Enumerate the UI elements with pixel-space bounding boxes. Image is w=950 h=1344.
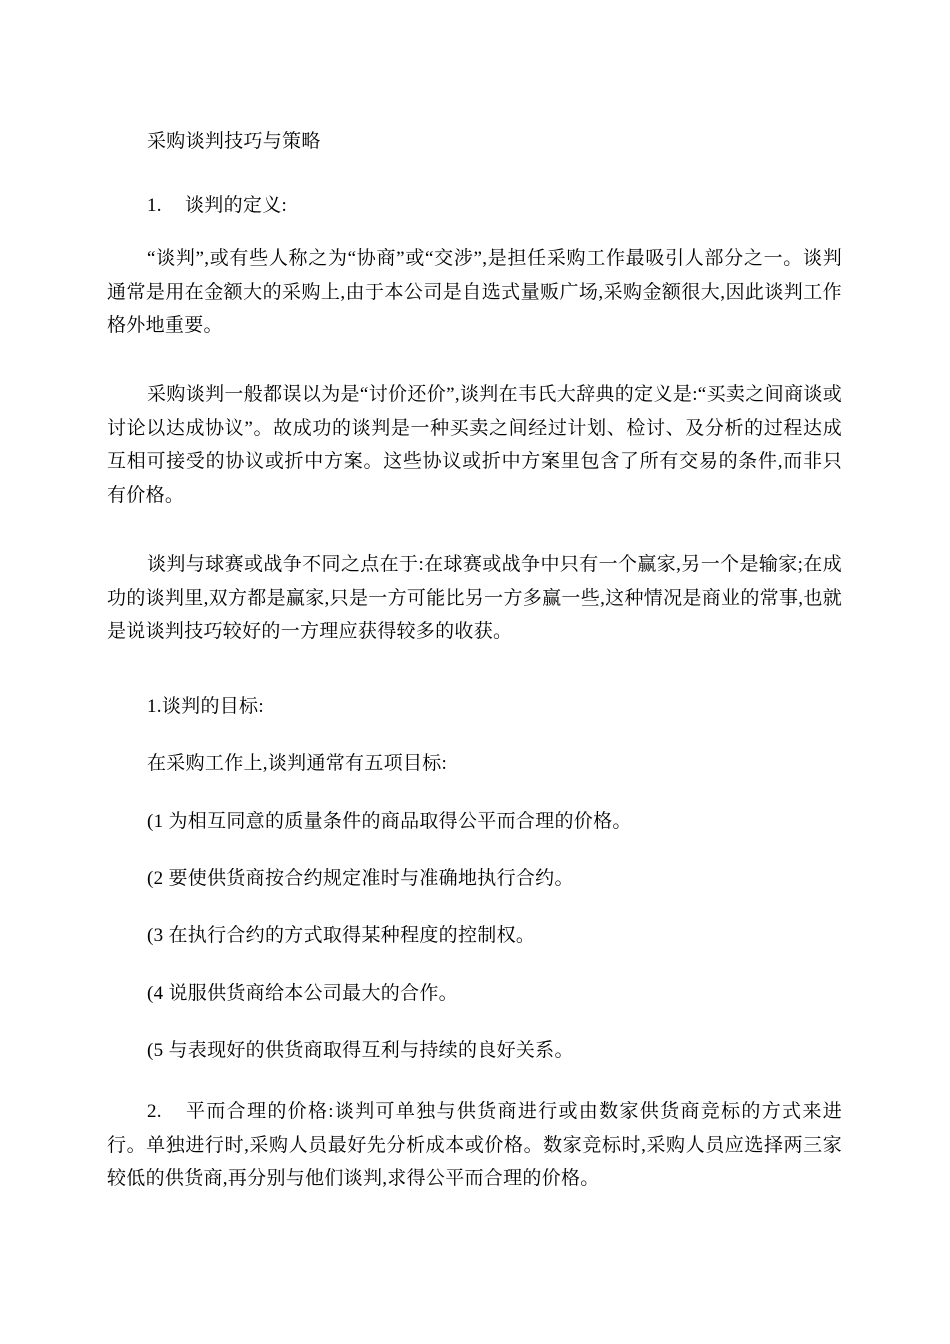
paragraph: 谈判与球赛或战争不同之点在于:在球赛或战争中只有一个赢家,另一个是输家;在成功的谈判里,双方都是赢家,只是一方可能比另一方多赢一些,这种情况是商业的常事,也就是说谈判技巧较好的一方理应获得较多的收获。 [107,554,842,642]
paragraph: “谈判”,或有些人称之为“协商”或“交涉”,是担任采购工作最吸引人部分之一。谈判通常是用在金额大的采购上,由于本公司是自选式量贩广场,采购金额很大,因此谈判工作格外地重要。 [107,248,842,336]
goal-item: (5 与表现好的供货商取得互利与持续的良好关系。 [147,1040,574,1061]
goal-item: (2 要使供货商按合约规定准时与准确地执行合约。 [147,868,574,889]
goal-item: (3 在执行合约的方式取得某种程度的控制权。 [147,925,536,946]
paragraph: 采购谈判一般都误以为是“讨价还价”,谈判在韦氏大辞典的定义是:“买卖之间商谈或讨论以达成协议”。故成功的谈判是一种买卖之间经过计划、检讨、及分析的过程达成互相可接受的协议或折中方案。这些协议或折中方案里包含了所有交易的条件,而非只有价格。 [107,384,842,506]
goal-item: (4 说服供货商给本公司最大的合作。 [147,983,458,1004]
section-text: 平而合理的价格:谈判可单独与供货商进行或由数家供货商竞标的方式来进行。单独进行时,采购人员最好先分析成本或价格。数家竞标时,采购人员应选择两三家较低的供货商,再分别与他们谈判,求得公平而合理的价格。 [107,1101,842,1189]
document-title: 采购谈判技巧与策略 [147,131,321,152]
section-heading-text: 谈判的定义: [185,195,288,216]
section-heading [147,192,287,220]
subsection-heading: 1.谈判的目标: [147,696,264,717]
goal-item: (1 为相互同意的质量条件的商品取得公平而合理的价格。 [147,811,632,832]
section-number: 1. [147,195,162,216]
section-number: 2. [147,1101,162,1122]
paragraph [107,1095,842,1196]
goals-intro: 在采购工作上,谈判通常有五项目标: [147,753,448,774]
